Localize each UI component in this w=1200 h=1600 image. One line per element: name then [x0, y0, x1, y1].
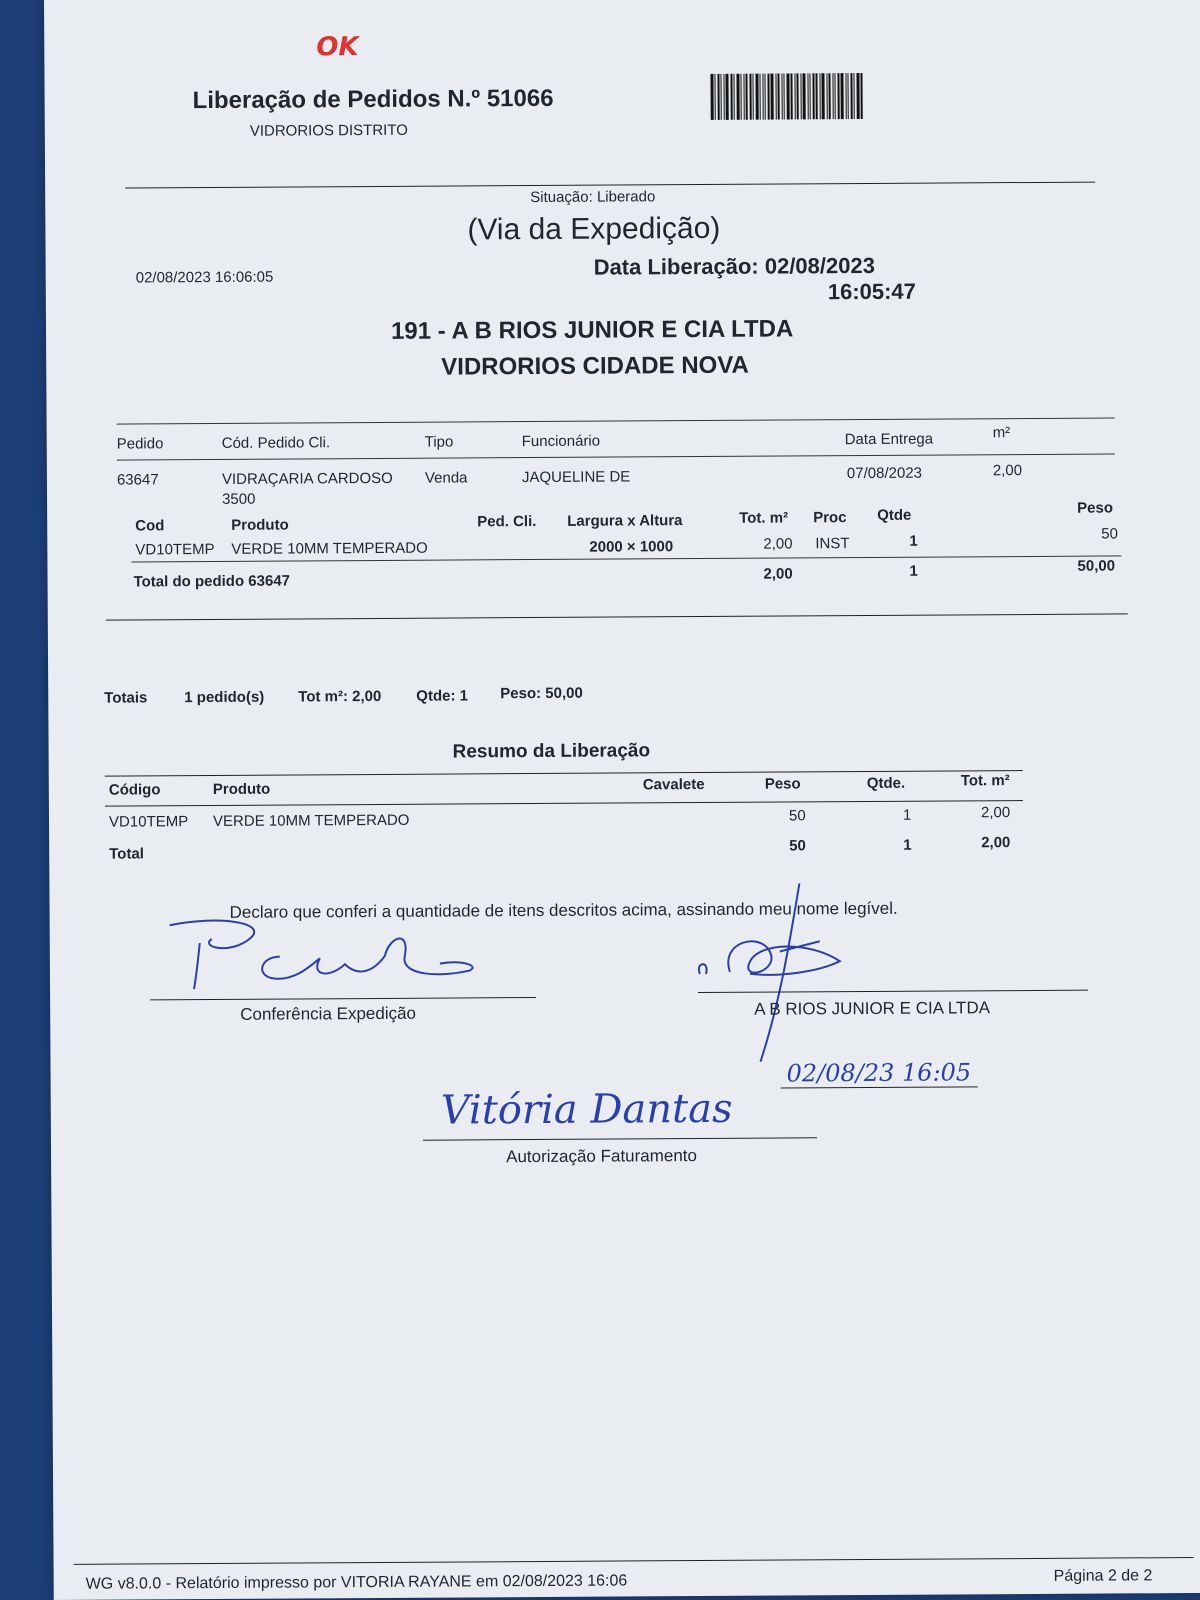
item-col-tot-m2: Tot. m² — [739, 509, 789, 527]
release-date: Data Liberação: 02/08/2023 — [593, 252, 875, 280]
barcode-bar — [837, 73, 839, 119]
barcode-bar — [736, 74, 739, 120]
document-title: Liberação de Pedidos N.º 51066 — [192, 84, 554, 115]
barcode-bar — [767, 74, 769, 120]
barcode-bar — [733, 74, 734, 120]
order-type: Venda — [424, 469, 468, 487]
barcode-bar — [777, 74, 779, 120]
barcode-bar — [755, 74, 758, 120]
footer-divider — [74, 1557, 1194, 1565]
totals-weight: Peso: 50,00 — [500, 684, 583, 703]
order-total-label: Total do pedido 63647 — [133, 572, 291, 591]
order-employee: JAQUELINE DE — [521, 468, 631, 487]
item-col-cod: Cod — [135, 517, 165, 535]
summary-total-weight: 50 — [789, 837, 806, 855]
barcode-bar — [749, 74, 751, 120]
item-col-produto: Produto — [231, 516, 289, 534]
summary-total-label: Total — [109, 845, 144, 863]
barcode-bar — [710, 74, 713, 120]
totals-m2: Tot m²: 2,00 — [298, 687, 382, 706]
summary-row-weight: 50 — [788, 807, 806, 825]
barcode-bar — [853, 73, 854, 119]
summary-row-qty: 1 — [902, 806, 912, 824]
barcode-bar — [802, 73, 805, 119]
item-dimensions: 2000 × 1000 — [589, 538, 674, 556]
barcode-bar — [714, 74, 715, 120]
document-page — [44, 0, 1200, 1600]
col-tipo: Tipo — [424, 433, 454, 451]
barcode-bar — [809, 73, 810, 119]
summary-col-tot-m2: Tot. m² — [960, 772, 1010, 790]
summary-title: Resumo da Liberação — [452, 740, 651, 763]
item-col-proc: Proc — [813, 509, 847, 527]
barcode-bar — [783, 73, 784, 119]
order-client-code-2: 3500 — [222, 490, 256, 508]
authorization-label: Autorização Faturamento — [506, 1146, 698, 1167]
order-total-qty: 1 — [909, 562, 918, 580]
footer-printed-by: WG v8.0.0 - Relatório impresso por VITORIA RAYANE em 02/08/2023 16:06 — [85, 1572, 628, 1593]
barcode-bar — [815, 73, 817, 119]
order-client-code: VIDRAÇARIA CARDOSO — [221, 469, 393, 488]
declaration-text: Declaro que conferi a quantidade de itens descritos acima, assinando meu nome legível. — [229, 898, 898, 922]
summary-row-code: VD10TEMP — [108, 813, 189, 831]
col-funcionario: Funcionário — [521, 432, 601, 451]
item-col-largura-altura: Largura x Altura — [567, 512, 683, 530]
barcode-bar — [745, 74, 747, 120]
barcode-bar — [752, 74, 753, 120]
barcode-bar — [796, 73, 798, 119]
order-number: 63647 — [116, 471, 159, 489]
barcode-bar — [759, 74, 760, 120]
order-m2: 2,00 — [992, 462, 1023, 480]
summary-col-codigo: Código — [108, 781, 161, 799]
barcode-bar — [856, 73, 859, 119]
release-time: 16:05:47 — [827, 278, 916, 305]
item-code: VD10TEMP — [135, 540, 215, 559]
barcode-bar — [847, 73, 848, 119]
barcode-bar — [740, 74, 741, 120]
order-table-top-line — [117, 417, 1115, 424]
totals-qty: Qtde: 1 — [416, 687, 468, 705]
item-product: VERDE 10MM TEMPERADO — [231, 539, 428, 558]
summary-total-qty: 1 — [903, 836, 912, 854]
barcode-bar — [812, 73, 814, 119]
barcode — [710, 73, 880, 120]
summary-total-m2: 2,00 — [981, 834, 1011, 852]
summary-col-produto: Produto — [212, 780, 271, 798]
authorization-name: Vitória Dantas — [440, 1085, 733, 1134]
summary-row-product: VERDE 10MM TEMPERADO — [212, 811, 410, 830]
client-name: 191 - A B RIOS JUNIOR E CIA LTDA — [390, 315, 794, 345]
col-data-entrega: Data Entrega — [844, 430, 934, 449]
item-col-qtde: Qtde — [877, 506, 912, 524]
barcode-bar — [821, 73, 824, 119]
barcode-bar — [860, 73, 862, 119]
col-pedido: Pedido — [116, 435, 164, 453]
item-col-ped-cli: Ped. Cli. — [477, 513, 537, 531]
print-datetime: 02/08/2023 16:06:05 — [135, 268, 274, 287]
copy-label: (Via da Expedição) — [467, 211, 721, 247]
issuer-company: VIDRORIOS DISTRITO — [249, 121, 408, 140]
barcode-bar — [786, 73, 789, 119]
col-cod-pedido-cli: Cód. Pedido Cli. — [221, 434, 331, 452]
summary-col-cavalete: Cavalete — [642, 775, 705, 794]
ok-annotation: OK — [316, 32, 359, 63]
order-total-m2: 2,00 — [763, 565, 793, 583]
barcode-bar — [840, 73, 843, 119]
company-label: A B RIOS JUNIOR E CIA LTDA — [754, 998, 991, 1019]
footer-page-number: Página 2 de 2 — [1053, 1567, 1153, 1585]
summary-header-line — [105, 800, 1023, 807]
barcode-bar — [730, 74, 732, 120]
item-tot-m2: 2,00 — [763, 535, 793, 553]
barcode-bar — [790, 73, 792, 119]
col-m2: m² — [992, 424, 1011, 442]
order-section-divider — [106, 613, 1128, 620]
barcode-bar — [720, 74, 721, 120]
expedition-signature — [160, 915, 490, 999]
totals-orders: 1 pedido(s) — [184, 688, 265, 707]
barcode-bar — [828, 73, 830, 119]
item-col-peso: Peso — [1077, 499, 1114, 517]
summary-row-m2: 2,00 — [980, 804, 1011, 822]
barcode-bar — [850, 73, 852, 119]
barcode-bar — [770, 74, 773, 120]
item-weight: 50 — [1101, 525, 1119, 543]
order-total-weight: 50,00 — [1077, 557, 1116, 575]
expedition-label: Conferência Expedição — [240, 1003, 417, 1024]
barcode-bar — [764, 74, 765, 120]
totals-label: Totais — [104, 689, 148, 707]
header-divider — [125, 182, 1095, 189]
summary-col-qtde: Qtde. — [866, 774, 906, 792]
order-header-line — [117, 453, 1115, 460]
handwritten-date: 02/08/23 16:05 — [780, 1058, 977, 1088]
status-text: Situação: Liberado — [530, 188, 656, 207]
order-delivery-date: 07/08/2023 — [846, 464, 923, 483]
company-signature — [689, 881, 870, 1072]
barcode-bar — [725, 74, 728, 120]
item-qty: 1 — [909, 532, 918, 550]
barcode-bar — [717, 74, 719, 120]
authorization-signature-line — [423, 1137, 817, 1140]
summary-col-peso: Peso — [764, 775, 801, 793]
item-proc: INST — [815, 535, 850, 553]
barcode-bar — [834, 73, 835, 119]
client-store: VIDRORIOS CIDADE NOVA — [441, 351, 749, 381]
